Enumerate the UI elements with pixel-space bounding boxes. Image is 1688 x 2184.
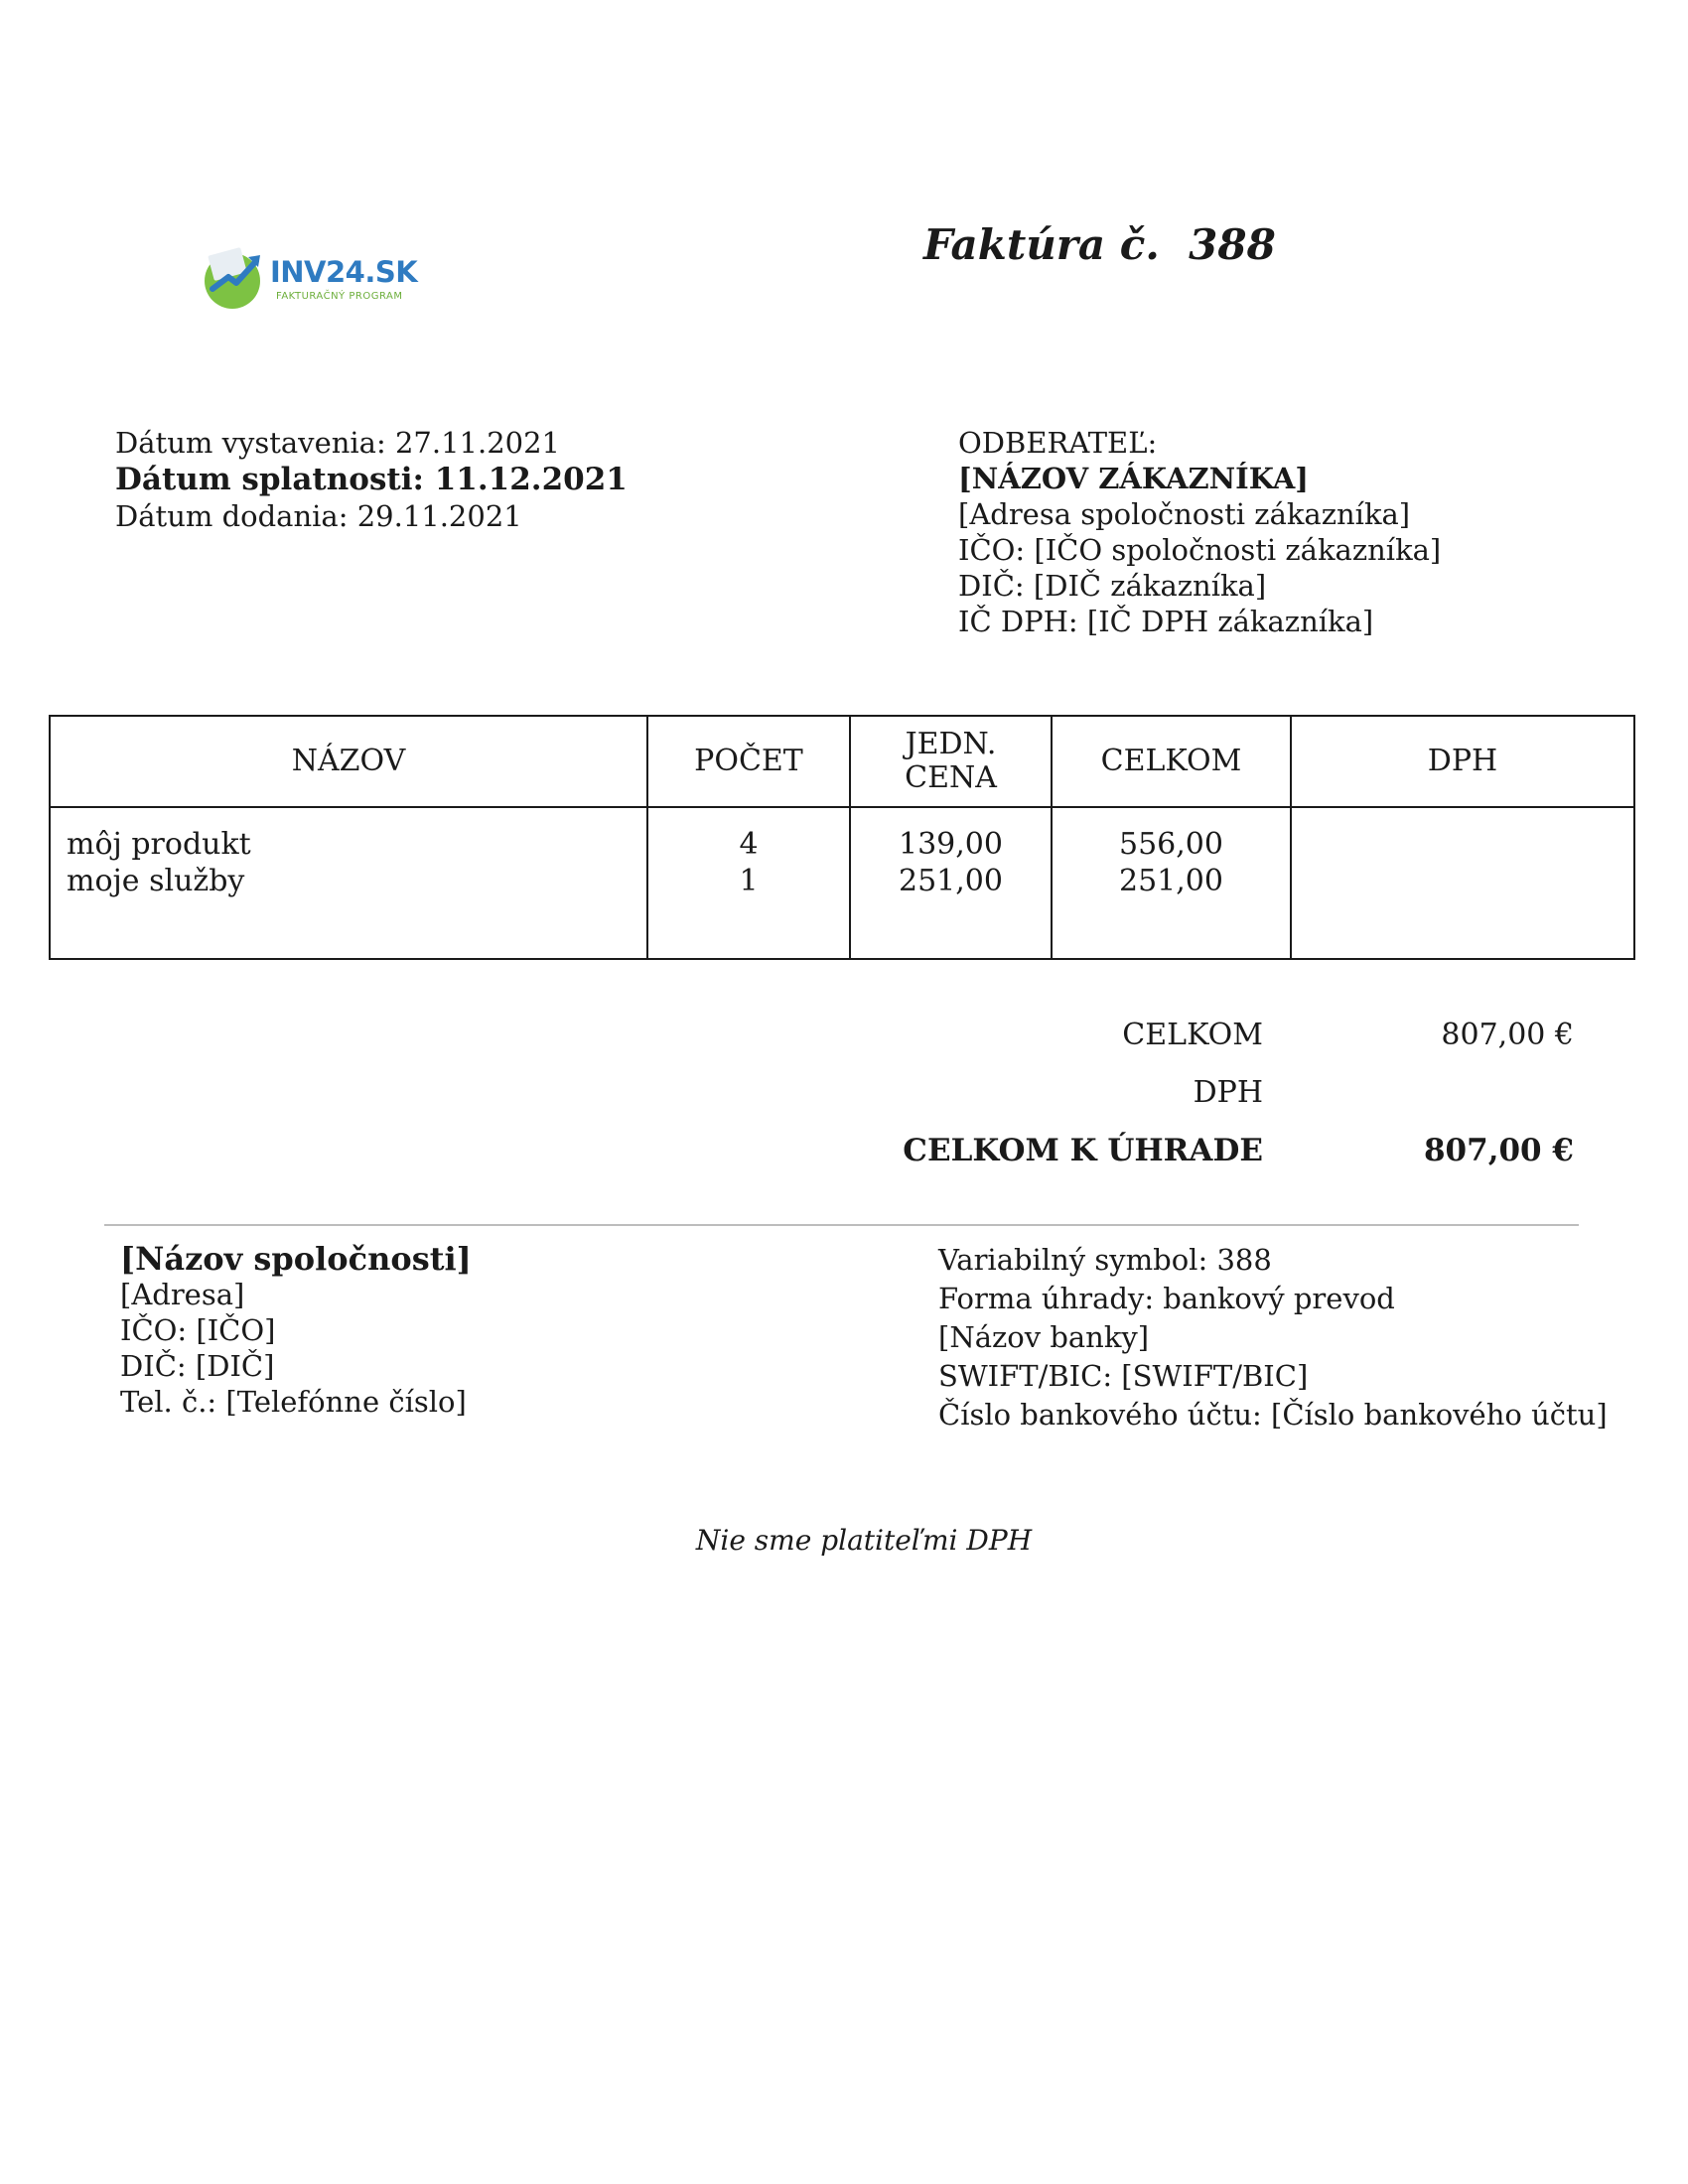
totals-block	[894, 1018, 1609, 1190]
grand-total-row	[894, 1133, 1609, 1190]
payment-block	[938, 1241, 1608, 1434]
logo-subtitle: FAKTURAČNÝ PROGRAM	[276, 291, 403, 302]
supplier-phone: Tel. č.: [Telefónne číslo]	[120, 1385, 467, 1419]
item-unit-price: 139,00	[899, 827, 1003, 862]
item-qty: 4	[739, 827, 759, 862]
grand-total-value: 807,00 €	[1423, 1133, 1574, 1168]
header-unit-price-line2: CENA	[905, 760, 997, 795]
header-name: NÁZOV	[50, 716, 647, 807]
header-unit-price-line1: JEDN.	[905, 727, 997, 761]
logo-icon	[199, 243, 268, 313]
delivery-date: Dátum dodania: 29.11.2021	[115, 499, 522, 533]
due-date: Dátum splatnosti: 11.12.2021	[115, 462, 628, 497]
item-unit-price: 251,00	[899, 864, 1003, 898]
item-name: môj produkt	[67, 827, 251, 862]
cell-unit-price	[850, 807, 1052, 959]
company-logo	[199, 243, 418, 318]
swift-bic: SWIFT/BIC: [SWIFT/BIC]	[938, 1359, 1309, 1393]
item-qty: 1	[739, 864, 759, 898]
cell-names	[50, 807, 647, 959]
header-vat: DPH	[1291, 716, 1634, 807]
customer-block	[958, 425, 1441, 639]
vat-note: Nie sme platiteľmi DPH	[695, 1524, 1033, 1557]
bank-account: Číslo bankového účtu: [Číslo bankového účtu]	[938, 1398, 1608, 1432]
header-total: CELKOM	[1052, 716, 1291, 807]
table-header-row	[50, 716, 1634, 807]
supplier-address: [Adresa]	[120, 1278, 245, 1311]
bank-name: [Názov banky]	[938, 1320, 1150, 1354]
customer-address: [Adresa spoločnosti zákazníka]	[958, 497, 1411, 531]
supplier-name: [Názov spoločnosti]	[120, 1240, 472, 1278]
cell-qty	[647, 807, 850, 959]
header-qty: POČET	[647, 716, 850, 807]
customer-ic-dph: IČ DPH: [IČ DPH zákazníka]	[958, 605, 1374, 638]
grand-total-label: CELKOM K ÚHRADE	[903, 1133, 1263, 1168]
supplier-dic: DIČ: [DIČ]	[120, 1349, 275, 1383]
subtotal-row	[894, 1018, 1609, 1075]
cell-vat	[1291, 807, 1634, 959]
invoice-title: Faktúra č. 388	[923, 220, 1276, 269]
supplier-ico: IČO: [IČO]	[120, 1313, 276, 1347]
variable-symbol: Variabilný symbol: 388	[938, 1243, 1272, 1277]
customer-name: [NÁZOV ZÁKAZNÍKA]	[958, 462, 1309, 495]
item-total: 556,00	[1119, 827, 1223, 862]
item-total: 251,00	[1119, 864, 1223, 898]
subtotal-value: 807,00 €	[1441, 1018, 1574, 1052]
customer-ico: IČO: [IČO spoločnosti zákazníka]	[958, 533, 1442, 567]
customer-heading: ODBERATEĽ:	[958, 426, 1158, 460]
subtotal-label: CELKOM	[1122, 1018, 1263, 1052]
customer-dic: DIČ: [DIČ zákazníka]	[958, 569, 1267, 603]
item-name: moje služby	[67, 864, 245, 898]
header-unit-price	[850, 716, 1052, 807]
payment-method: Forma úhrady: bankový prevod	[938, 1282, 1395, 1315]
table-row	[50, 807, 1634, 959]
divider	[104, 1224, 1579, 1226]
supplier-block	[120, 1241, 472, 1420]
issue-date: Dátum vystavenia: 27.11.2021	[115, 426, 560, 460]
cell-total	[1052, 807, 1291, 959]
vat-label: DPH	[1193, 1075, 1263, 1110]
items-table	[49, 715, 1635, 960]
invoice-dates	[115, 425, 628, 535]
vat-row	[894, 1075, 1609, 1133]
logo-text: INV24.SK	[270, 255, 418, 289]
